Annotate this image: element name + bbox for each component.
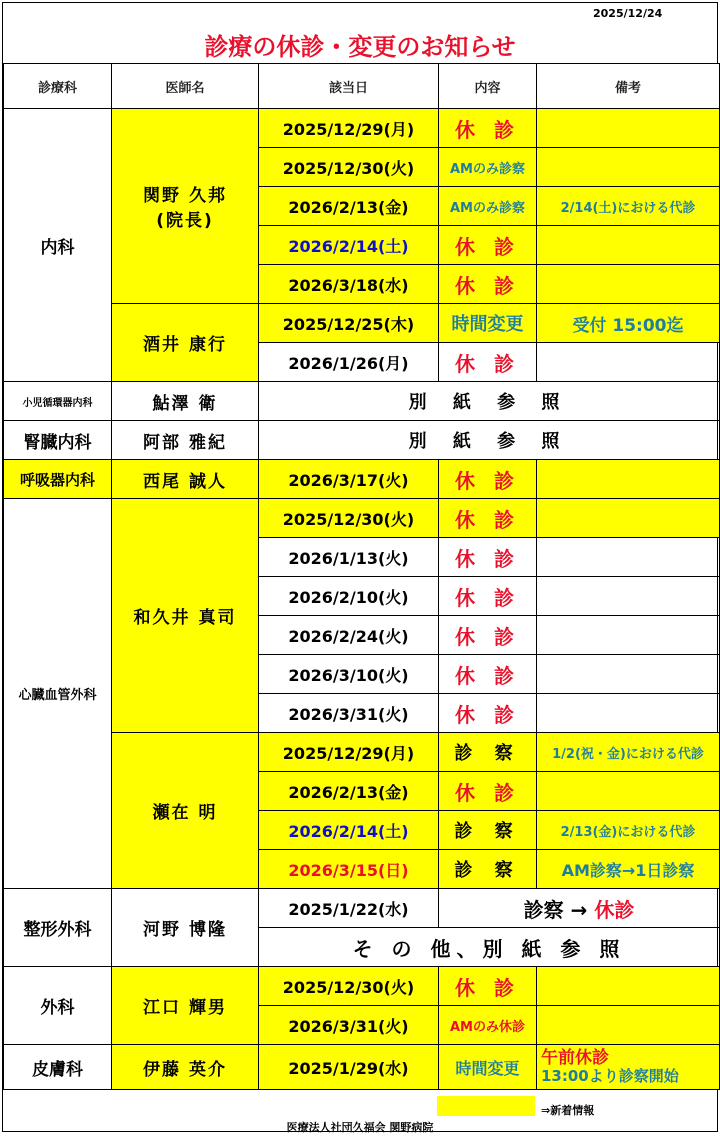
date-cell: 2026/2/10(火) — [259, 577, 439, 616]
dept-kokyuki: 呼吸器内科 — [4, 460, 112, 499]
date-cell: 2025/12/29(月) — [259, 733, 439, 772]
content-cell: 診 察 — [439, 850, 537, 889]
dept-seikei: 整形外科 — [4, 889, 112, 967]
doctor-nishio: 西尾 誠人 — [112, 460, 259, 499]
memo-line-2: 13:00より診察開始 — [541, 1067, 679, 1085]
content-cell: AMのみ診察 — [439, 148, 537, 187]
memo-cell — [537, 967, 720, 1006]
table-row — [4, 499, 720, 538]
date-cell: 2025/12/29(月) — [259, 109, 439, 148]
table-row — [4, 109, 720, 148]
table-row — [4, 460, 720, 499]
memo-cell: 受付 15:00迄 — [537, 304, 720, 343]
doctor-ayusawa: 鮎澤 衛 — [112, 382, 259, 421]
table-row — [4, 889, 720, 928]
date-cell: 2026/2/13(金) — [259, 187, 439, 226]
date-cell: 2025/1/29(水) — [259, 1045, 439, 1090]
memo-cell — [537, 109, 720, 148]
memo-cell — [537, 265, 720, 304]
doctor-sakai: 酒井 康行 — [112, 304, 259, 382]
content-cell: 休 診 — [439, 967, 537, 1006]
date-cell: 2026/3/31(火) — [259, 694, 439, 733]
content-cell: 休 診 — [439, 577, 537, 616]
content-cell: 休 診 — [439, 538, 537, 577]
table-row — [4, 304, 720, 343]
content-cell: 休 診 — [439, 265, 537, 304]
memo-cell — [537, 538, 720, 577]
header-doctor: 医師名 — [112, 64, 259, 109]
date-cell: 2025/12/30(火) — [259, 499, 439, 538]
date-cell: 2026/2/24(火) — [259, 616, 439, 655]
doctor-name: 関野 久邦 — [143, 186, 227, 206]
memo-cell — [537, 655, 720, 694]
table-row — [4, 421, 720, 460]
date-cell: 2026/2/13(金) — [259, 772, 439, 811]
memo-cell — [537, 499, 720, 538]
content-cell: 休 診 — [439, 499, 537, 538]
dept-geka: 外科 — [4, 967, 112, 1045]
content-cell: 診 察 — [439, 811, 537, 850]
header-dept: 診療科 — [4, 64, 112, 109]
header-row — [4, 64, 720, 109]
date-cell: 2026/2/14(土) — [259, 226, 439, 265]
refer-cell: 別 紙 参 照 — [259, 421, 720, 460]
table-row — [4, 967, 720, 1006]
notice-page — [2, 2, 718, 1132]
doctor-wakui: 和久井 真司 — [112, 499, 259, 733]
page-title: 診療の休診・変更のお知らせ — [204, 33, 516, 61]
memo-cell — [537, 343, 720, 382]
content-cell: 休 診 — [439, 655, 537, 694]
header-date: 該当日 — [259, 64, 439, 109]
memo-cell — [537, 772, 720, 811]
date-cell: 2026/3/15(日) — [259, 850, 439, 889]
legend-text: ⇒新着情報 — [541, 1104, 595, 1117]
memo-cell: 1/2(祝・金)における代診 — [537, 733, 720, 772]
change-to: 休診 — [594, 897, 635, 922]
content-cell: 休 診 — [439, 460, 537, 499]
header-memo: 備考 — [537, 64, 720, 109]
dept-shinzo: 心臓血管外科 — [4, 499, 112, 889]
legend-swatch — [437, 1096, 535, 1116]
content-cell: 診 察 — [439, 733, 537, 772]
refer-cell: 別 紙 参 照 — [259, 382, 720, 421]
organization-name: 医療法人社団久福会 関野病院 — [286, 1121, 434, 1134]
table-row — [4, 1045, 720, 1090]
date-cell: 2026/1/26(月) — [259, 343, 439, 382]
doctor-sezai: 瀬在 明 — [112, 733, 259, 889]
memo-cell: AM診察→1日診察 — [537, 850, 720, 889]
date-cell: 2025/1/22(水) — [259, 889, 439, 928]
doctor-title: (院長) — [156, 211, 214, 231]
memo-cell: 2/13(金)における代診 — [537, 811, 720, 850]
memo-cell — [537, 148, 720, 187]
doctor-sekino — [112, 109, 259, 304]
date-cell: 2026/1/13(火) — [259, 538, 439, 577]
dept-shoni: 小児循環器内科 — [4, 382, 112, 421]
schedule-table — [3, 63, 720, 1090]
doctor-eguchi: 江口 輝男 — [112, 967, 259, 1045]
table-row — [4, 382, 720, 421]
dept-jinzo: 腎臓内科 — [4, 421, 112, 460]
date-cell: 2026/2/14(土) — [259, 811, 439, 850]
date-stamp: 2025/12/24 — [593, 7, 663, 20]
content-cell: AMのみ休診 — [439, 1006, 537, 1045]
content-cell: 時間変更 — [439, 304, 537, 343]
date-cell: 2026/3/17(火) — [259, 460, 439, 499]
other-refer-cell: そ の 他、別 紙 参 照 — [259, 928, 720, 967]
dept-naika: 内科 — [4, 109, 112, 382]
date-cell: 2026/3/10(火) — [259, 655, 439, 694]
dept-hifu: 皮膚科 — [4, 1045, 112, 1090]
content-cell: 時間変更 — [439, 1045, 537, 1090]
content-cell: 休 診 — [439, 343, 537, 382]
memo-cell: 2/14(土)における代診 — [537, 187, 720, 226]
doctor-abe: 阿部 雅紀 — [112, 421, 259, 460]
date-cell: 2025/12/30(火) — [259, 148, 439, 187]
memo-cell — [537, 226, 720, 265]
content-cell: 休 診 — [439, 616, 537, 655]
date-cell: 2026/3/18(水) — [259, 265, 439, 304]
content-cell: 休 診 — [439, 109, 537, 148]
memo-cell — [537, 460, 720, 499]
date-cell: 2025/12/30(火) — [259, 967, 439, 1006]
content-cell: 休 診 — [439, 694, 537, 733]
header-content: 内容 — [439, 64, 537, 109]
change-from: 診察 → — [523, 897, 588, 922]
memo-cell — [537, 1045, 720, 1090]
content-cell: AMのみ診察 — [439, 187, 537, 226]
memo-cell — [537, 694, 720, 733]
memo-cell — [537, 616, 720, 655]
doctor-ito: 伊藤 英介 — [112, 1045, 259, 1090]
memo-line-1: 午前休診 — [541, 1048, 609, 1068]
doctor-kawano: 河野 博隆 — [112, 889, 259, 967]
content-cell: 休 診 — [439, 226, 537, 265]
table-row — [4, 733, 720, 772]
memo-cell — [537, 577, 720, 616]
date-cell: 2025/12/25(木) — [259, 304, 439, 343]
change-cell — [439, 889, 720, 928]
content-cell: 休 診 — [439, 772, 537, 811]
memo-cell — [537, 1006, 720, 1045]
date-cell: 2026/3/31(火) — [259, 1006, 439, 1045]
